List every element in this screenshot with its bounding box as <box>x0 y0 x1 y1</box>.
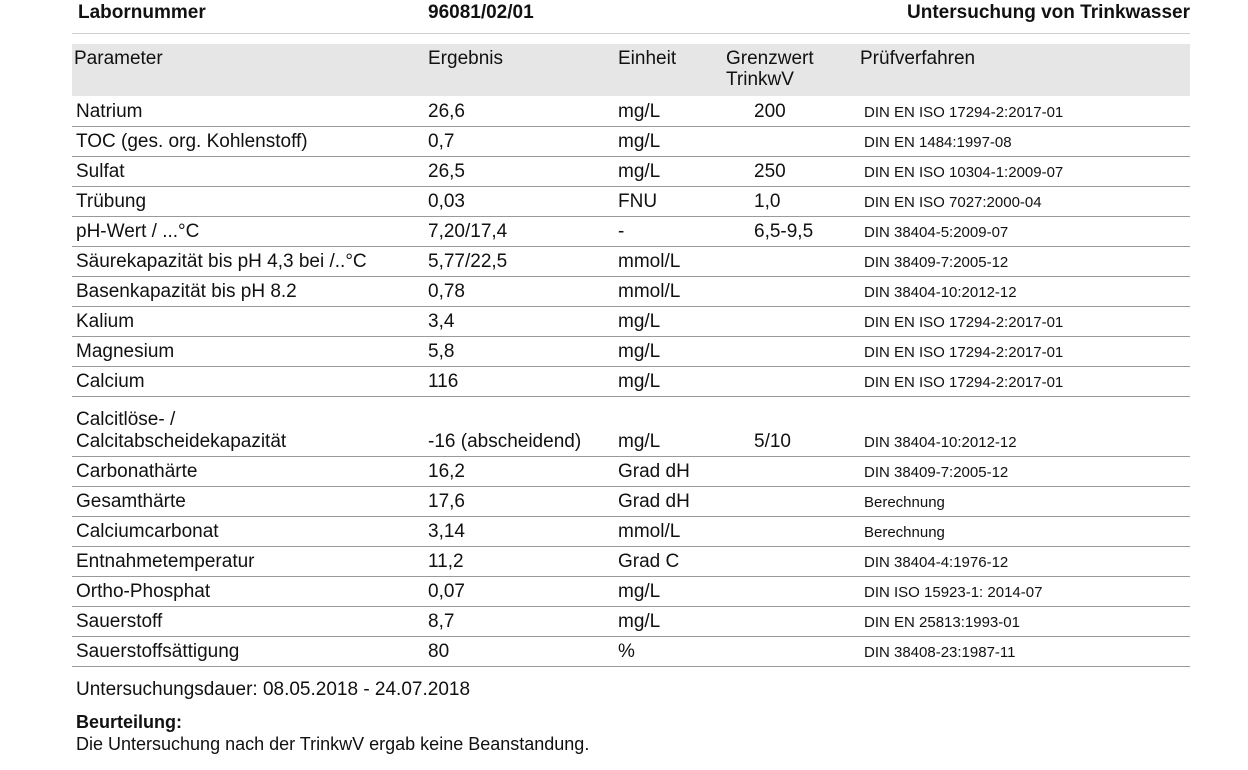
table-row <box>72 366 1190 396</box>
cell-unit: mg/L <box>618 430 661 452</box>
cell-parameter: Sulfat <box>76 160 125 182</box>
cell-result: 0,7 <box>428 130 455 152</box>
cell-unit: mg/L <box>618 340 661 362</box>
cell-method: DIN 38404-10:2012-12 <box>864 433 1017 451</box>
cell-unit: mg/L <box>618 160 661 182</box>
cell-method: DIN EN ISO 17294-2:2017-01 <box>864 373 1064 391</box>
report-header <box>72 0 1190 34</box>
cell-method: DIN 38408-23:1987-11 <box>864 643 1016 661</box>
results-table-header <box>72 44 1190 96</box>
cell-limit <box>726 306 860 336</box>
cell-unit: Grad C <box>618 550 680 572</box>
cell-result: 80 <box>428 640 450 662</box>
cell-method: DIN EN ISO 17294-2:2017-01 <box>864 103 1064 121</box>
cell-parameter: Sauerstoff <box>76 610 163 632</box>
cell-method: DIN EN 1484:1997-08 <box>864 133 1012 151</box>
table-row <box>72 486 1190 516</box>
cell-method: DIN EN ISO 17294-2:2017-01 <box>864 343 1064 361</box>
table-row <box>72 306 1190 336</box>
cell-limit: 1,0 <box>754 190 781 212</box>
cell-limit: 250 <box>754 160 786 182</box>
table-row <box>72 546 1190 576</box>
cell-method: DIN 38404-5:2009-07 <box>864 223 1009 241</box>
cell-unit: mmol/L <box>618 280 681 302</box>
table-row <box>72 216 1190 246</box>
table-row <box>72 126 1190 156</box>
cell-method: DIN EN 25813:1993-01 <box>864 613 1020 631</box>
cell-unit: - <box>618 220 625 242</box>
cell-result: 16,2 <box>428 460 465 482</box>
cell-limit: 6,5-9,5 <box>754 220 814 242</box>
cell-parameter: Calcium <box>76 370 145 392</box>
cell-limit <box>726 126 860 156</box>
cell-parameter: Natrium <box>76 100 143 122</box>
cell-parameter: Calciumcarbonat <box>76 520 219 542</box>
cell-limit <box>726 246 860 276</box>
table-row <box>72 276 1190 306</box>
cell-parameter: Trübung <box>76 190 147 212</box>
cell-parameter: Basenkapazität bis pH 8.2 <box>76 280 297 302</box>
cell-limit <box>726 576 860 606</box>
cell-unit: Grad dH <box>618 460 690 482</box>
cell-method: DIN 38409-7:2005-12 <box>864 253 1009 271</box>
cell-result: 0,07 <box>428 580 465 602</box>
column-header-limit: Grenzwert TrinkwV <box>726 48 814 90</box>
cell-parameter: pH-Wert / ...°C <box>76 220 200 242</box>
cell-method: DIN 38404-4:1976-12 <box>864 553 1009 571</box>
cell-method: DIN EN ISO 17294-2:2017-01 <box>864 313 1064 331</box>
cell-unit: mg/L <box>618 370 661 392</box>
table-row <box>72 516 1190 546</box>
cell-result: -16 (abscheidend) <box>428 430 582 452</box>
table-row <box>72 636 1190 666</box>
cell-unit: mmol/L <box>618 250 681 272</box>
cell-result: 26,5 <box>428 160 465 182</box>
cell-unit: mg/L <box>618 310 661 332</box>
cell-unit: FNU <box>618 190 658 212</box>
cell-limit <box>726 546 860 576</box>
cell-result: 3,14 <box>428 520 465 542</box>
cell-method: DIN ISO 15923-1: 2014-07 <box>864 583 1043 601</box>
cell-parameter: Magnesium <box>76 340 175 362</box>
lab-number-value: 96081/02/01 <box>428 2 534 23</box>
cell-result: 3,4 <box>428 310 455 332</box>
table-row <box>72 576 1190 606</box>
lab-number-label: Labornummer <box>78 2 206 23</box>
table-row <box>72 186 1190 216</box>
cell-unit: mg/L <box>618 130 661 152</box>
cell-result: 0,78 <box>428 280 465 302</box>
cell-limit: 200 <box>754 100 786 122</box>
cell-unit: mmol/L <box>618 520 681 542</box>
cell-method: DIN EN ISO 10304-1:2009-07 <box>864 163 1064 181</box>
results-table-body <box>72 96 1190 666</box>
cell-limit <box>726 486 860 516</box>
cell-parameter: TOC (ges. org. Kohlenstoff) <box>76 130 308 152</box>
cell-parameter: Ortho-Phosphat <box>76 580 211 602</box>
column-header-result: Ergebnis <box>428 48 503 69</box>
cell-method: DIN 38404-10:2012-12 <box>864 283 1017 301</box>
cell-unit: mg/L <box>618 580 661 602</box>
cell-method: DIN 38409-7:2005-12 <box>864 463 1009 481</box>
cell-method: Berechnung <box>864 523 945 541</box>
table-row <box>72 606 1190 636</box>
cell-parameter: Sauerstoffsättigung <box>76 640 240 662</box>
cell-result: 17,6 <box>428 490 465 512</box>
cell-parameter: Entnahmetemperatur <box>76 550 255 572</box>
table-row <box>72 336 1190 366</box>
cell-unit: mg/L <box>618 610 661 632</box>
cell-parameter: Säurekapazität bis pH 4,3 bei /..°C <box>76 250 367 272</box>
cell-limit <box>726 366 860 396</box>
cell-unit: Grad dH <box>618 490 690 512</box>
cell-result: 5,77/22,5 <box>428 250 508 272</box>
table-row <box>72 456 1190 486</box>
cell-parameter: Carbonathärte <box>76 460 198 482</box>
cell-unit: mg/L <box>618 100 661 122</box>
table-row <box>72 96 1190 126</box>
cell-limit <box>726 606 860 636</box>
cell-unit: % <box>618 640 635 662</box>
results-table <box>72 44 1190 667</box>
cell-parameter: Kalium <box>76 310 135 332</box>
cell-result: 11,2 <box>428 550 464 572</box>
table-row <box>72 396 1190 456</box>
cell-result: 7,20/17,4 <box>428 220 508 242</box>
cell-result: 0,03 <box>428 190 465 212</box>
report-title: Untersuchung von Trinkwasser <box>907 2 1190 23</box>
cell-limit <box>726 336 860 366</box>
column-header-unit: Einheit <box>618 48 677 69</box>
cell-limit <box>726 276 860 306</box>
cell-parameter: Calcitlöse- / Calcitabscheidekapazität <box>76 408 287 452</box>
cell-method: DIN EN ISO 7027:2000-04 <box>864 193 1042 211</box>
cell-limit <box>726 456 860 486</box>
cell-parameter: Gesamthärte <box>76 490 186 512</box>
header-row <box>72 44 1190 96</box>
cell-limit: 5/10 <box>754 430 791 452</box>
cell-result: 116 <box>428 370 459 392</box>
cell-limit <box>726 636 860 666</box>
cell-limit <box>726 516 860 546</box>
column-header-parameter: Parameter <box>74 48 163 69</box>
cell-result: 26,6 <box>428 100 465 122</box>
table-row <box>72 156 1190 186</box>
table-row <box>72 246 1190 276</box>
assessment-text: Die Untersuchung nach der TrinkwV ergab keine Beanstandung. <box>76 734 590 754</box>
column-header-method: Prüfverfahren <box>860 48 976 69</box>
cell-method: Berechnung <box>864 493 945 511</box>
cell-result: 8,7 <box>428 610 455 632</box>
cell-result: 5,8 <box>428 340 455 362</box>
assessment-heading: Beurteilung: <box>76 712 182 732</box>
examination-period: Untersuchungsdauer: 08.05.2018 - 24.07.2018 <box>76 679 471 700</box>
